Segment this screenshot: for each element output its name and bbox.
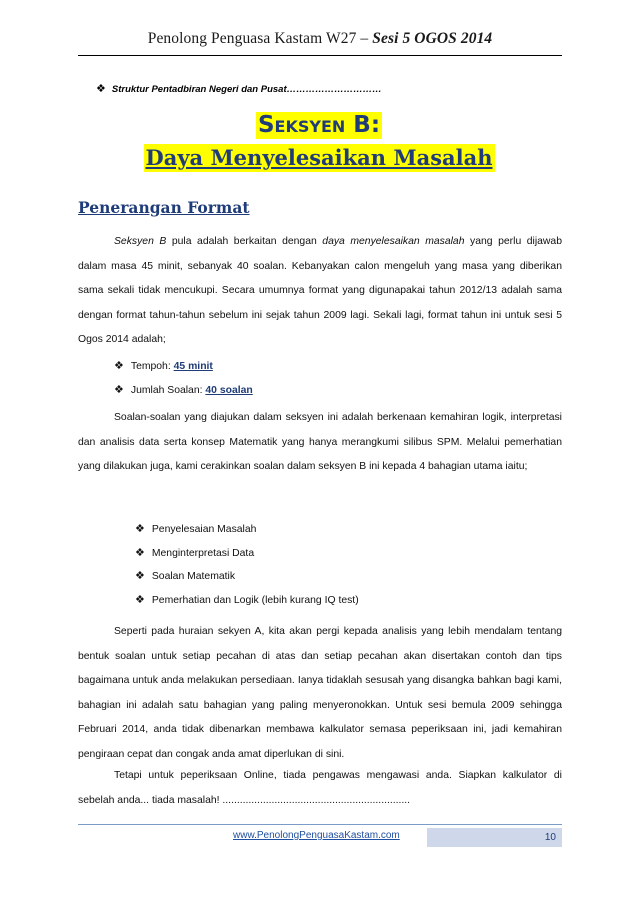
format-item-label: Tempoh: (130, 361, 174, 372)
list-item (114, 379, 253, 403)
paragraph-analysis (78, 620, 562, 768)
diamond-bullet-icon: ❖ (114, 360, 124, 372)
diamond-bullet-icon: ❖ (135, 593, 145, 606)
para2-text: Soalan-soalan yang diajukan dalam seksyen ini adalah berkenaan kemahiran logik, interpretasi dan analisis data serta konsep Matematik yang hanya merangkumi silibus SPM. Melalui pemerhatian yang dilakukan juga, kami cerakinkan soalan dalam seksyen B ini kepada 4 bahagian utama iaitu; (78, 412, 562, 473)
category-label: Menginterpretasi Data (151, 547, 255, 559)
page-header (78, 30, 562, 48)
para3-text: Seperti pada huraian sekyen A, kita akan pergi kepada analisis yang lebih mendalam tentang bentuk soalan untuk setiap pecahan di atas dan setiap pecahan akan disertakan contoh dan tips bagaimana untuk anda melakukan persediaan. Ianya tidaklah sesusah yang disangka bahkan bagi kami, bahagian ini adalah satu bahagian yang paling menyeronokkan. Untuk sesi bemula 2009 sehingga Februari 2014, anda tidak dibenarkan membawa kalkulator semasa peperiksaan ini, jadi kemahiran pengiraan cepat dan congak anda amat diperlukan di sini. (78, 626, 562, 760)
category-label: Penyelesaian Masalah (151, 524, 257, 535)
list-item (135, 542, 359, 566)
header-session: Sesi 5 OGOS 2014 (372, 30, 493, 47)
header-divider (78, 55, 562, 56)
list-item (114, 355, 253, 379)
para1-text2: yang perlu dijawab dalam masa 45 minit, sebanyak 40 soalan. Kebanyakan calon mengeluh yang masa yang diberikan sama sekali tidak mencukupi. Secara umumnya format yang digunapakai tahun 2012/13 adalah sama dengan format tahun-tahun sebelum ini sejak tahun 2009 lagi. Sekali lagi, format tahun ini untuk sesi 5 Ogos 2014 adalah; (78, 236, 562, 346)
section-title-row2 (0, 144, 638, 172)
diamond-bullet-icon: ❖ (135, 523, 145, 535)
category-label: Pemerhatian dan Logik (lebih kurang IQ test) (151, 594, 359, 606)
paragraph-topics (78, 406, 562, 480)
diamond-bullet-icon: ❖ (96, 83, 106, 95)
format-item-label: Jumlah Soalan: (130, 384, 206, 396)
para1-emphasis2: daya menyelesaikan masalah (322, 236, 465, 247)
page-number: 10 (427, 828, 562, 847)
list-item (135, 589, 359, 613)
footer-website-link[interactable]: www.PenolongPenguasaKastam.com (233, 830, 400, 841)
section-title: Seksyen B: (257, 112, 381, 138)
list-item (135, 518, 359, 542)
diamond-bullet-icon: ❖ (135, 546, 145, 559)
toc-line (96, 82, 382, 95)
subheading: Penerangan Format (78, 198, 250, 217)
section-title-row1 (0, 112, 638, 139)
paragraph-format (78, 230, 562, 353)
category-list (135, 518, 359, 612)
para1-emphasis1: Seksyen B (114, 236, 167, 247)
toc-line-text: Struktur Pentadbiran Negeri dan Pusat………………………… (111, 84, 382, 95)
format-item-value: 40 soalan (205, 384, 253, 396)
diamond-bullet-icon: ❖ (135, 570, 145, 582)
format-list (114, 355, 253, 402)
header-title: Penolong Penguasa Kastam W27 – (147, 30, 373, 47)
list-item (135, 565, 359, 589)
format-item-value: 45 minit (173, 361, 213, 372)
category-label: Soalan Matematik (151, 571, 236, 582)
section-subtitle: Daya Menyelesaikan Masalah (145, 145, 493, 170)
para4-text: Tetapi untuk peperiksaan Online, tiada pengawas mengawasi anda. Siapkan kalkulator di sebelah anda... tiada masalah! ................................................................. (78, 770, 562, 806)
footer-divider (78, 824, 562, 825)
diamond-bullet-icon: ❖ (114, 383, 124, 396)
para1-text1: pula adalah berkaitan dengan (166, 236, 323, 247)
paragraph-online (78, 764, 562, 813)
